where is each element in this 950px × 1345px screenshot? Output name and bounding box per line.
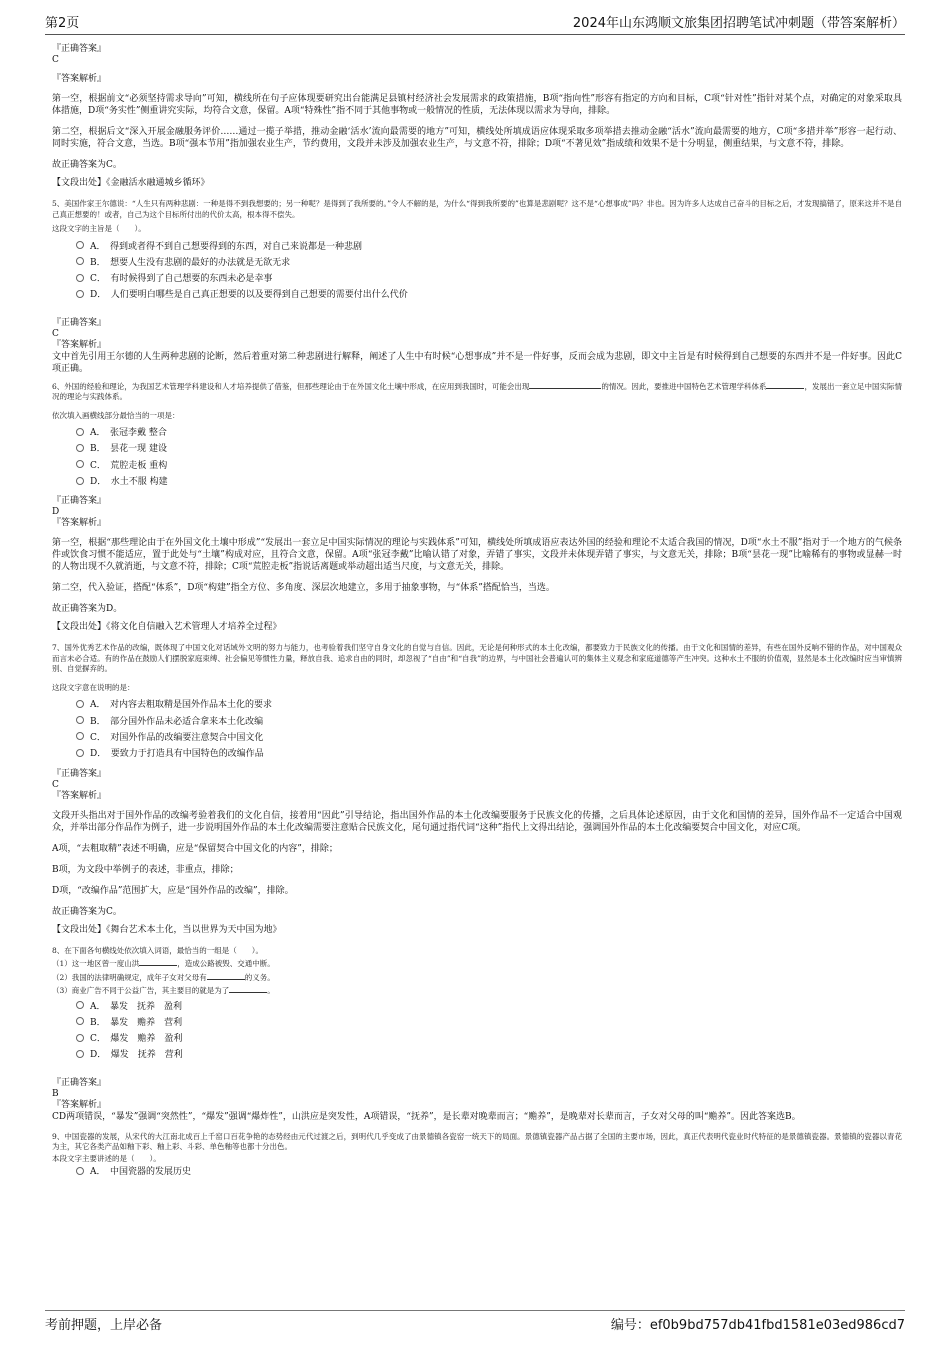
option-list: [76, 239, 902, 304]
option-a[interactable]: A． 张冠李戴 整合: [76, 425, 902, 441]
question-stem: 7、国外优秀艺术作品的改编，既体现了中国文化对话域外文明的努力与能力，也考验着我们坚守自身文化的自觉与自信。因此，无论是何种形式的本土化改编，都要致力于民族文化的传播。由于文化和国情的差异，有些在国外反响不错的作品，对中国观众而言未必合适。有的作品在鼓励人们摆脱家庭束缚、社会偏见等惯性力量，释放自我、追求自由的同时，却忽视了“自由”和“自我”的边界，与中国社会普遍认可的集体主义观念和家庭道德等产生冲突。这种水土不服的价值观，显然是本土化改编时应当审慎辨别、自觉摒弃的。: [52, 643, 902, 674]
radio-icon[interactable]: [76, 1017, 84, 1025]
analysis-paragraph: 第二空，代入验证，搭配“体系”，D项“构建”指全方位、多角度、深层次地建立，多用于抽象事物，与“体系”搭配恰当，当选。: [52, 583, 555, 594]
page-header: [45, 12, 905, 35]
radio-icon[interactable]: [76, 700, 84, 708]
question-stem: 9、中国瓷器的发展，从宋代的大江南北成百上千窑口百花争艳的态势经由元代过渡之后，到明代几乎变成了由景德镇各瓷窑一统天下的局面。景德镇瓷器产品占据了全国的主要市场，因此，真正代表明代瓷业时代特征的是景德镇瓷器。景德镇的瓷器以青花为主，其它各类产品如釉下彩、釉上彩、斗彩、单色釉等也都十分出色。: [52, 1131, 902, 1152]
radio-icon[interactable]: [76, 732, 84, 740]
radio-icon[interactable]: [76, 1034, 84, 1042]
analysis-label: 『答案解析』: [52, 339, 107, 350]
question-stem: 8、在下面各句横线处依次填入词语，最恰当的一组是（ ）。: [52, 945, 264, 955]
answer-label: 『正确答案』: [52, 768, 107, 779]
page-number: 第2页: [45, 16, 80, 31]
analysis-paragraph: CD两项错误，“暴发”强调“突然性”，“爆发”强调“爆炸性”，山洪应是突发性，A项错误，“抚养”，是长辈对晚辈而言；“赡养”，是晚辈对长辈而言，子女对父母的叫“赡养”。因此答案选B。: [52, 1111, 801, 1122]
option-c[interactable]: C． 荒腔走板 重构: [76, 458, 902, 474]
option-list: [76, 425, 902, 490]
question-stem: 6、外国的经验和理论，为我国艺术管理学科建设和人才培养提供了借鉴，但那些理论由于在外国文化土壤中形成，在应用到我国时，可能会出现 的情况。因此，要推进中国特色艺术管理学科体系 ，发展出一套立足中国实际情况的理论与实践体系。: [52, 381, 903, 402]
option-list: [76, 697, 902, 762]
option-b[interactable]: B． 暴发 赡养 营利: [76, 1015, 902, 1031]
option-d[interactable]: D． 爆发 抚养 营利: [76, 1047, 902, 1063]
analysis-label: 『答案解析』: [52, 518, 107, 529]
footer-slogan: 考前押题，上岸必备: [45, 1318, 163, 1333]
radio-icon[interactable]: [76, 290, 84, 298]
conclusion: 故正确答案为C。: [52, 160, 122, 170]
radio-icon[interactable]: [76, 1167, 84, 1175]
analysis-label: 『答案解析』: [52, 790, 107, 801]
question-prompt: 这段文字的主旨是（ ）。: [52, 224, 146, 233]
analysis-paragraph: 第一空，根据前文“必须坚持需求导向”可知，横线所在句子应体现要研究出台能满足县镇村经济社会发展需求的政策措施，B项“指向性”形容有指定的方向和目标，C项“针对性”指针对某个点，对确定的对象采取具体措施，D项“务实性”侧重讲究实际，均符合文意，保留。A项“特殊性”指不同于其他事物或一般情况的性质，无法体现以需求为导向，排除。: [52, 94, 902, 116]
answer-label: 『正确答案』: [52, 317, 107, 328]
radio-icon[interactable]: [76, 1001, 84, 1009]
option-a[interactable]: A． 暴发 抚养 盈利: [76, 999, 902, 1015]
answer-label: 『正确答案』: [52, 496, 107, 507]
document-id: 编号：ef0b9bd757db41fbd1581e03ed986cd7: [610, 1318, 905, 1333]
radio-icon[interactable]: [76, 716, 84, 724]
analysis-paragraph: 第一空，根据“那些理论由于在外国文化土壤中形成”“发展出一套立足中国实际情况的理论与实践体系”可知，横线处所填成语应表达外国的经验和理论不太适合我国的情况，D项“水土不服”指对于一个地方的气候条件或饮食习惯不能适应，置于此处与“土壤”构成对应，且符合文意，保留。A项“张冠李戴”比喻认错了对象，弄错了事实，文段并未体现弄错了事实，与文意无关，排除；B项“昙花一现”比喻稀有的事物或显赫一时的人物出现不久就消逝，与文意不符，排除；C项“荒腔走板”指说话离题或举动超出适当尺度，与文意无关，排除。: [52, 538, 902, 573]
radio-icon[interactable]: [76, 749, 84, 757]
radio-icon[interactable]: [76, 477, 84, 485]
question-prompt: 依次填入画横线部分最恰当的一项是：: [52, 410, 180, 420]
document-body: [52, 44, 902, 1187]
radio-icon[interactable]: [76, 1050, 84, 1058]
page-footer: [45, 1310, 905, 1333]
fill-blank: [766, 380, 804, 389]
answer-value: D: [52, 507, 60, 518]
conclusion: 故正确答案为D。: [52, 604, 123, 615]
radio-icon[interactable]: [76, 444, 84, 452]
option-b[interactable]: B． 昙花一现 建设: [76, 441, 902, 457]
document-title: 2024年山东鸿顺文旅集团招聘笔试冲刺题（带答案解析）: [572, 16, 905, 31]
radio-icon[interactable]: [76, 257, 84, 265]
analysis-option-b: B项，为文段中举例子的表述，非重点，排除；: [52, 864, 239, 875]
radio-icon[interactable]: [76, 274, 84, 282]
option-list: [76, 999, 902, 1064]
question-prompt: 这段文字意在说明的是：: [52, 682, 135, 692]
answer-value: C: [52, 779, 59, 790]
analysis-paragraph: 文段开头指出对于国外作品的改编考验着我们的文化自信，接着用“因此”引导结论，指出国外作品的本土化改编要服务于民族文化的传播，之后具体论述原因，由于文化和国情的差异，国外作品不一定适合中国观众，并举出部分作品作为例子，进一步说明国外作品的本土化改编需要注意贴合民族文化，尾句通过指代词“这种”指代上文得出结论，强调国外作品的本土化改编要契合中国文化，对应C项。: [52, 810, 902, 833]
analysis-label: 『答案解析』: [52, 1099, 107, 1110]
fill-blank: [139, 957, 177, 966]
option-c[interactable]: C． 有时候得到了自己想要的东西未必是幸事: [76, 271, 902, 287]
fill-blank: [229, 984, 267, 993]
sentence-3: （3）商业广告不同于公益广告，其主要目的就是为了 。: [52, 986, 275, 996]
answer-label: 『正确答案』: [52, 44, 107, 54]
conclusion: 故正确答案为C。: [52, 906, 122, 917]
answer-value: C: [52, 55, 59, 65]
option-b[interactable]: B． 部分国外作品未必适合拿来本土化改编: [76, 714, 902, 730]
option-a[interactable]: A． 中国瓷器的发展历史: [76, 1164, 902, 1180]
source-citation: 【文段出处】《将文化自信融入艺术管理人才培养全过程》: [52, 622, 282, 633]
answer-value: B: [52, 1088, 59, 1099]
sentence-1: （1）这一地区曾一度山洪 ，造成公路被毁、交通中断。: [52, 959, 275, 969]
option-d[interactable]: D． 人们要明白哪些是自己真正想要的以及要得到自己想要的需要付出什么代价: [76, 287, 902, 303]
option-c[interactable]: C． 对国外作品的改编要注意契合中国文化: [76, 730, 902, 746]
analysis-label: 『答案解析』: [52, 74, 107, 84]
radio-icon[interactable]: [76, 241, 84, 249]
sentence-2: （2）我国的法律明确规定，成年子女对父母有 的义务。: [52, 972, 275, 982]
source-citation: 【文段出处】《金融活水融通城乡循环》: [52, 178, 210, 188]
question-stem: 5、美国作家王尔德说：“人生只有两种悲剧：一种是得不到我想要的；另一种呢？是得到了我所要的。”令人不解的是，为什么“得到我所要的”也算是悲剧呢？这不是“心想事成”吗？非也。因为许多人达成自己奋斗的目标之后，才发现搞错了，原来这并不是自己真正想要的！或者，自己为这个目标所付出的代价太高，根本得不偿失。: [52, 199, 902, 219]
question-prompt: 本段文字主要讲述的是（ ）。: [52, 1153, 161, 1163]
option-a[interactable]: A． 得到或者得不到自己想要得到的东西，对自己来说都是一种悲剧: [76, 239, 902, 255]
option-a[interactable]: A． 对内容去粗取精是国外作品本土化的要求: [76, 697, 902, 713]
answer-label: 『正确答案』: [52, 1077, 107, 1088]
option-list: [76, 1164, 902, 1180]
radio-icon[interactable]: [76, 428, 84, 436]
option-d[interactable]: D． 要致力于打造具有中国特色的改编作品: [76, 746, 902, 762]
fill-blank: [207, 971, 245, 980]
option-c[interactable]: C． 爆发 赡养 盈利: [76, 1031, 902, 1047]
option-b[interactable]: B． 想要人生没有悲剧的最好的办法就是无欲无求: [76, 255, 902, 271]
analysis-option-a: A项，“去粗取精”表述不明确，应是“保留契合中国文化的内容”，排除；: [52, 843, 338, 854]
analysis-option-d: D项，“改编作品”范围扩大，应是“国外作品的改编”，排除。: [52, 885, 294, 896]
analysis-paragraph: 第二空，根据后文“深入开展金融服务评价……通过一揽子举措，推动金融‘活水’流向最需要的地方”可知，横线处所填成语应体现采取多项举措去推动金融“活水”流向最需要的地方，C项“多措并举”形容一起行动、同时实施，符合文意，当选。B项“强本节用”指加强农业生产，节约费用，文段并未涉及加强农业生产，与文意不符，排除；D项“不著见效”指成绩和效果不是十分明显，侧重结果，与文意不符，排除。: [52, 127, 902, 149]
fill-blank: [529, 380, 601, 389]
radio-icon[interactable]: [76, 460, 84, 468]
analysis-paragraph: 文中首先引用王尔德的人生两种悲剧的论断，然后着重对第二种悲剧进行解释，阐述了人生中有时候“心想事成”并不是一件好事，反而会成为悲剧，即文中主旨是有时候得到自己想要的东西并不是一件好事。因此C项正确。: [52, 351, 902, 374]
source-citation: 【文段出处】《舞台艺术本土化，当以世界为天中国为地》: [52, 924, 282, 935]
option-d[interactable]: D． 水土不服 构建: [76, 474, 902, 490]
answer-value: C: [52, 328, 59, 339]
